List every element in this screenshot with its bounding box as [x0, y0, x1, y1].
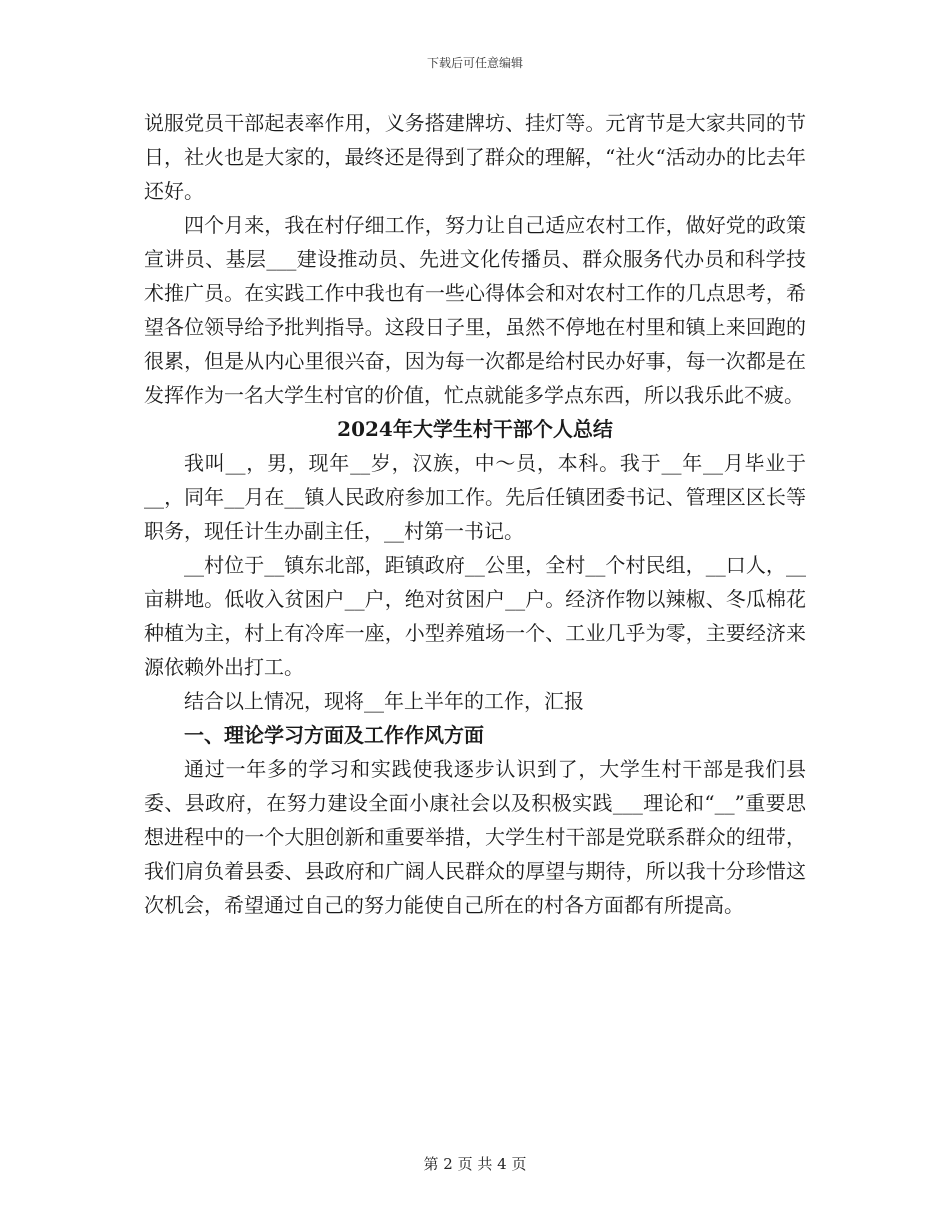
section-heading-theory-study: 一、理论学习方面及工作作风方面 [184, 723, 484, 747]
paragraph-self-intro: 我叫__，男，现年__岁，汉族，中～员，本科。我于__年__月毕业于__，同年__月在__镇人民政府参加工作。先后任镇团委书记、管理区区长等职务，现任计生办副主任，__村第一书记。 [144, 451, 806, 543]
paragraph-four-months: 四个月来，我在村仔细工作，努力让自己适应农村工作，做好党的政策宣讲员、基层___建设推动员、先进文化传播员、群众服务代办员和科学技术推广员。在实践工作中我也有一些心得体会和对农村工作的几点思考，希望各位领导给予批判指导。这段日子里，虽然不停地在村里和镇上来回跑的很累，但是从内心里很兴奋，因为每一次都是给村民办好事，每一次都是在发挥作为一名大学生村官的价值，忙点就能多学点东西，所以我乐此不疲。 [144, 213, 806, 407]
paragraph-theory-study: 通过一年多的学习和实践使我逐步认识到了，大学生村干部是我们县委、县政府，在努力建设全面小康社会以及积极实践___理论和“__”重要思想进程中的一个大胆创新和重要举措，大学生村干部是党联系群众的纽带，我们肩负着县委、县政府和广阔人民群众的厚望与期待，所以我十分珍惜这次机会，希望通过自己的努力能使自己所在的村各方面都有所提高。 [144, 757, 806, 917]
page-header-note: 下载后可任意编辑 [426, 56, 523, 70]
document-body [144, 106, 806, 922]
document-title: 2024年大学生村干部个人总结 [337, 417, 613, 441]
paragraph-village-info: __村位于__镇东北部，距镇政府__公里，全村__个村民组，__口人，__亩耕地。低收入贫困户__户，绝对贫困户__户。经济作物以辣椒、冬瓜棉花种植为主，村上有冷库一座，小型养殖场一个、工业几乎为零，主要经济来源依赖外出打工。 [144, 553, 806, 679]
paragraph-report-intro: 结合以上情况，现将__年上半年的工作，汇报 [184, 689, 584, 713]
paragraph-continuation: 说服党员干部起表率作用，义务搭建牌坊、挂灯等。元宵节是大家共同的节日，社火也是大家的，最终还是得到了群众的理解，“社火“活动办的比去年还好。 [144, 111, 806, 203]
page-number-footer: 第 2 页 共 4 页 [423, 1155, 527, 1173]
